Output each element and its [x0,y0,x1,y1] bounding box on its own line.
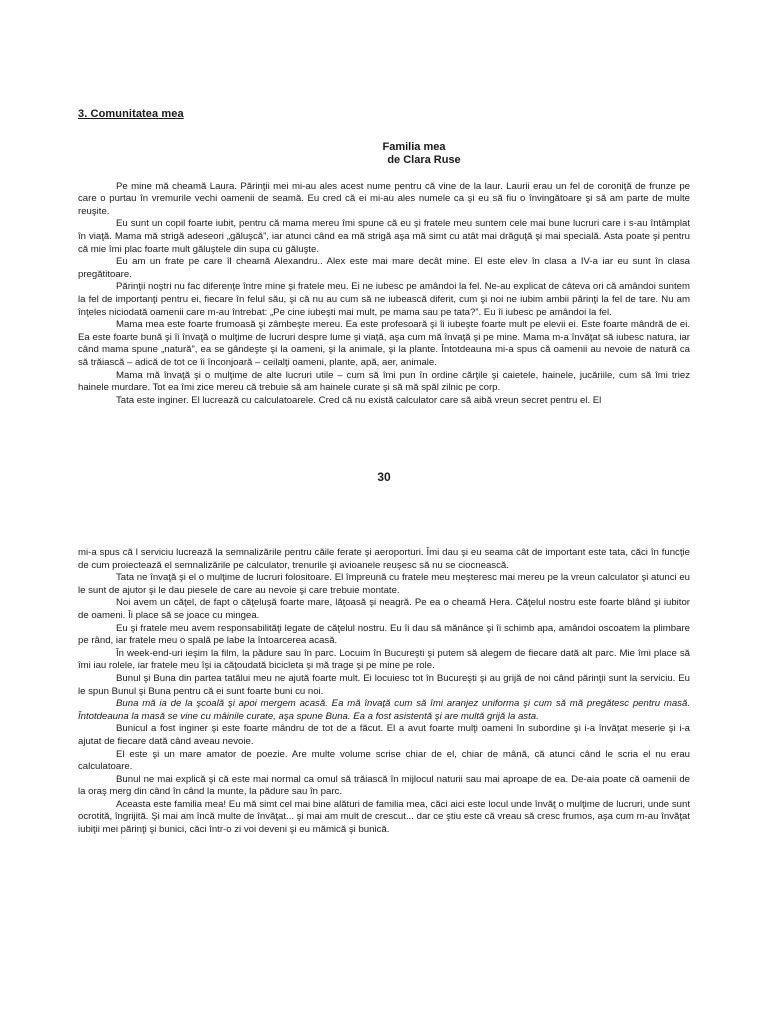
paragraph: Tata ne învaţă şi el o mulţime de lucruri folositoare. El împreună cu fratele meu meşteresc mai mereu pe la vreun calculator şi atunci eu le sunt de ajutor şi le dau piesele de care au nevoie şi care trebuie montate. [78,572,690,596]
story-title: Familia mea [382,140,446,153]
paragraph: Eu şi fratele meu avem responsabilităţi legate de căţelul nostru. Eu îi dau să mănânce şi îi schimb apa, amândoi oscoatem la plimbare pe rând, iar fratele meu o spală pe labe la întoarcerea acasă. [78,622,690,647]
page-number: 30 [377,470,391,484]
paragraph: Bunicul a fost inginer şi este foarte mândru de tot de a făcut. El a avut foarte mulţi oameni în subordine şi i-a învăţat meserie şi i-a ajutat de fiecare dată când aveau nevoie. [78,723,690,747]
story-author: de Clara Ruse [387,153,461,166]
section-title: 3. Comunitatea mea [78,108,184,120]
paragraph: În week-end-uri ieşim la film, la pădure sau în parc. Locuim în Bucureşti şi putem să alegem de fiecare dată alt parc. Mie îmi place să îmi iau rolele, iar fratele meu îşi ia căţoudată bicicleta şi mă trage şi pe mine pe role. [78,647,690,672]
paragraph: Bunul şi Buna din partea tatălui meu ne ajută foarte mult. Ei locuiesc tot în Bucureşti şi au grijă de noi când părinţii sunt la serviciu. Eu le spun Bunul şi Buna pentru că ei sunt foarte buni cu noi. [78,672,690,697]
paragraph: Noi avem un căţel, de fapt o căţeluşă foarte mare, lăţoasă şi neagră. Pe ea o cheamă Hera. Căţelul nostru este foarte blând şi iubitor de oameni. Îi place să se joace cu mingea. [78,597,690,621]
paragraph: Pe mine mă cheamă Laura. Părinţii mei mi-au ales acest nume pentru că vine de la laur. Laurii erau un fel de coroniţă de frunze pe care o purtau în vremurile vechi oamenii de seamă. Eu cred că ei mi-au ales numele ca şi eu să fiu o învingătoare şi să am parte de multe reuşite. [78,180,690,217]
paragraph: Mama mă învaţă şi o mulţime de alte lucruri utile – cum să îmi pun în ordine cărţile şi caietele, hainele, jucăriile, cum să îmi triez hainele murdare. Tot ea îmi zice mereu că trebuie să am hainele curate şi să mă spăl zilnic pe corp. [78,369,690,394]
paragraph: Bunul ne mai explică şi că este mai normal ca omul să trăiască în mijlocul naturii sau mai aproape de ea. De-aia poate că oamenii de la oraş merg din când în când la munte, la pădure sau în parc. [78,773,690,798]
paragraph: Eu am un frate pe care îl cheamă Alexandru.. Alex este mai mare decât mine. El este elev în clasa a IV-a iar eu sunt în clasa pregătitoare. [78,256,690,280]
paragraph: El este şi un mare amator de poezie. Are multe volume scrise chiar de el, chiar de mână, că atunci când le scria el nu erau calculatoare. [78,748,690,773]
paragraph: Tata este inginer. El lucrează cu calculatoarele. Cred că nu există calculator care să aibă vreun secret pentru el. El [116,394,602,406]
paragraph: Aceasta este familia mea! Eu mă simt cel mai bine alături de familia mea, căci aici este locul unde învăţ o mulţime de lucruri, unde sunt ocrotită, îngrijită. Şi mai am încă multe de învăţat... şi mai am mult de crescut... dar ce ştiu este că vreau să cresc frumos, aşa cum m-au învăţat iubiţii mei părinţi şi bunici, căci într-o zi voi deveni şi eu mămică şi bunică. [78,798,690,836]
paragraph: Mama mea este foarte frumoasă şi zâmbeşte mereu. Ea este profesoară şi îi iubeşte foarte mult pe elevii ei. Este foarte mândră de ei. Ea este foarte bună şi îi învaţă o mulţime de lucruri despre lume şi viaţă, aşa cum mă învaţă şi pe mine. Mama m-a învăţat să iubesc natura, iar când mama spune „natură”, ea se gândeşte şi la oameni, şi la animale, şi la plante. Întotdeauna mi-a spus că oamenii au nevoie de natură ca să trăiască – adică de tot ce îi înconjoară – ceilalţi oameni, plante, apă, aer, animale. [78,319,690,368]
paragraph: Părinţii noştri nu fac diferenţe între mine şi fratele meu. Ei ne iubesc pe amândoi la fel. Ne-au explicat de câteva ori că amândoi suntem la fel de importanţi pentru ei, fiecare în felul său, şi că nu au cum să ne iubească diferit, cum şi noi ne iubim ambii părinţi la fel de tare. Nu am înţeles niciodată oamenii care m-au întrebat: „Pe cine iubeşti mai mult, pe mama sau pe tata?”. Eu îi iubesc pe amândoi la fel. [78,281,690,318]
page-top [78,108,690,407]
paragraph-italic: Buna mă ia de la şcoală şi apoi mergem acasă. Ea mă învaţă cum să îmi aranjez uniforma şi cum să mă pregătesc pentru masă. Întotdeauna la masă se vine cu mâinile curate, aşa spune Buna. Ea a fost asistentă şi are multă grijă la asta. [78,698,690,722]
paragraph: Eu sunt un copil foarte iubit, pentru că mama mereu îmi spune că eu şi fratele meu suntem cele mai bune lucruri care i s-au întâmplat în viaţă. Mama mă strigă adeseori „găluşcă”, iar atunci când ea mă strigă aşa mă simt cu atât mai drăguţă şi mai specială. Asta poate şi pentru că mie îmi plac foarte mult găluştele din supa cu găluşte. [78,218,690,255]
page-bottom [78,547,690,837]
paragraph-continued: mi-a spus că l serviciu lucrează la semnalizările pentru căile ferate şi aeroporturi. Îmi dau şi eu seama cât de important este tata, căci în funcţie de cum proiectează el semnalizările pe calculator, trenurile şi avioanele reuşesc să nu se ciocnească. [78,547,690,571]
